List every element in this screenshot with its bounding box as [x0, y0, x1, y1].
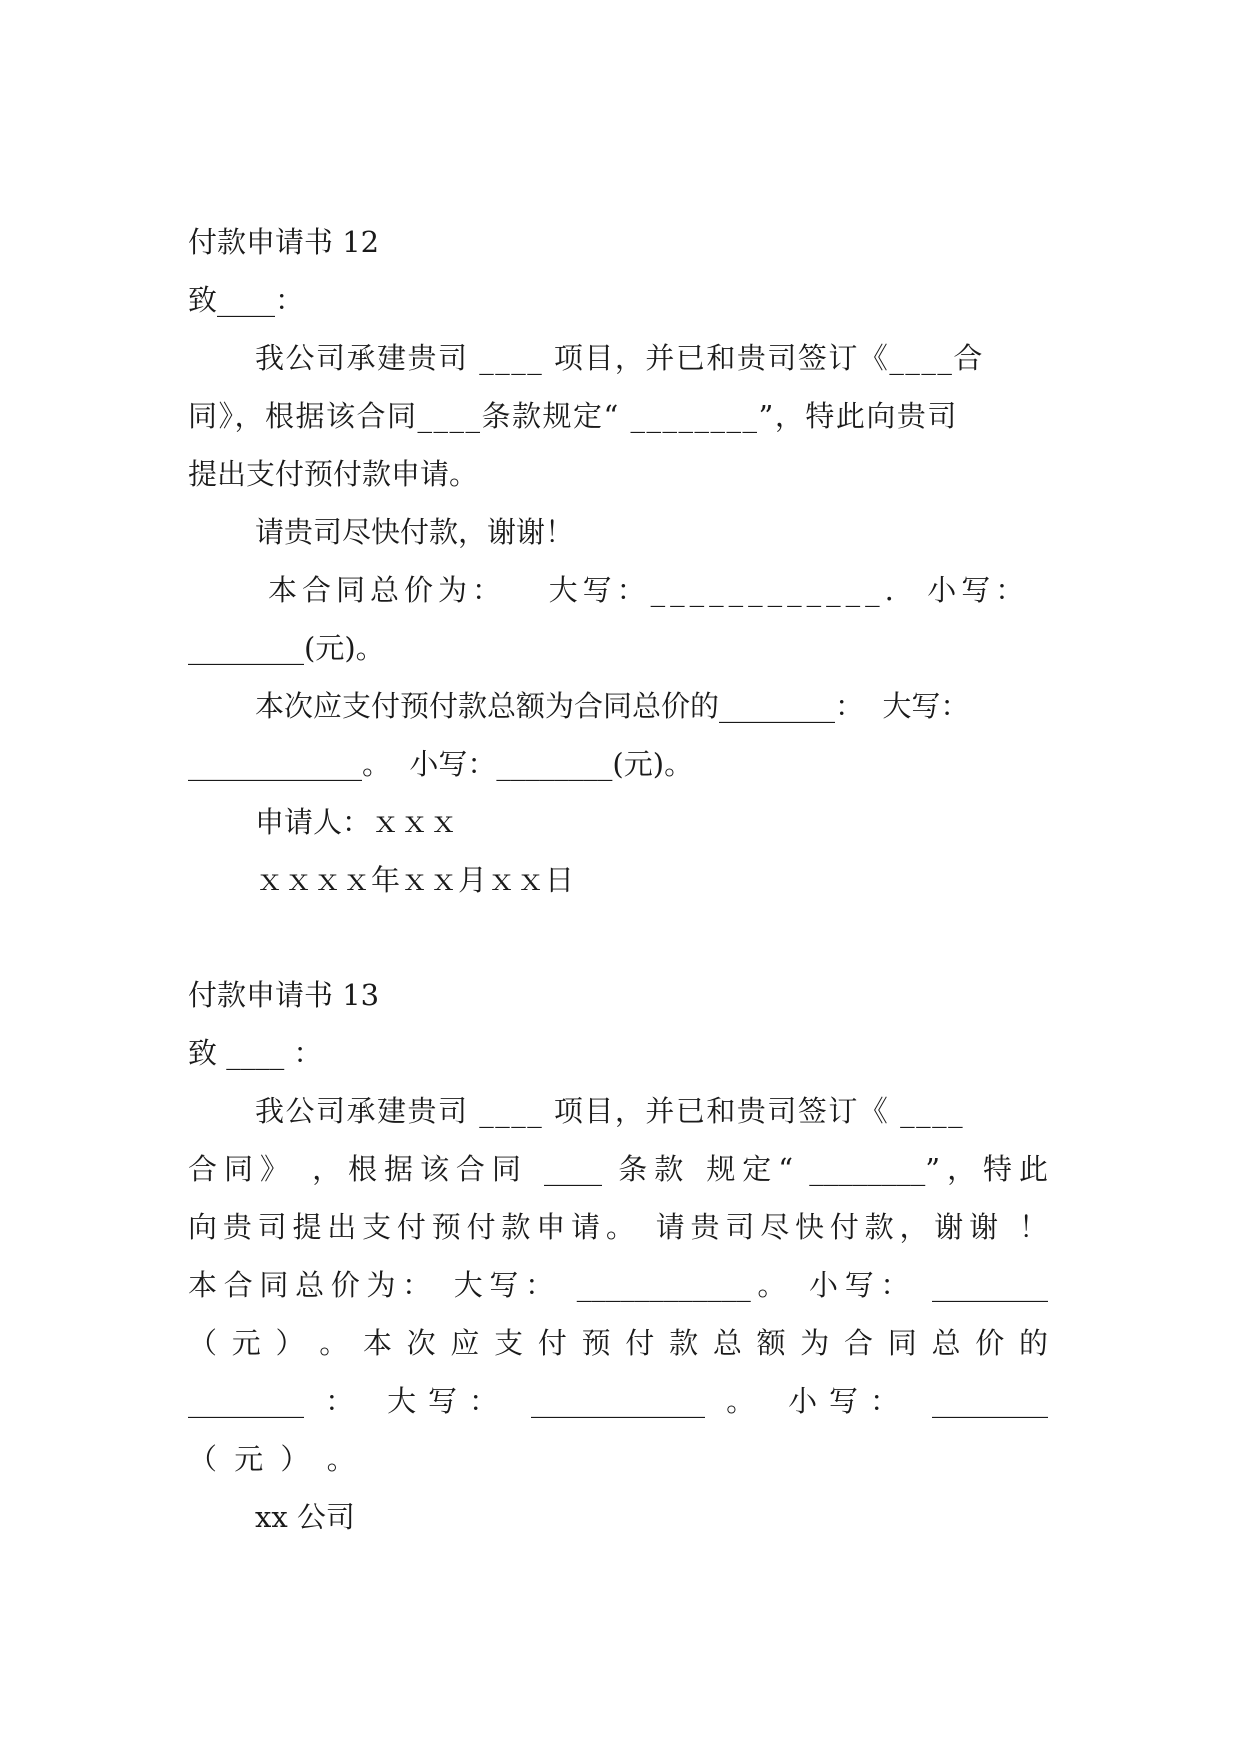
section-12-paragraph-4-line-1: 本次应支付预付款总额为合同总价的________： 大写：: [255, 689, 970, 723]
section-13-addressee: 致 ____ ：: [188, 1036, 323, 1070]
section-12-date: ｘｘｘｘ年ｘｘ月ｘｘ日: [255, 863, 575, 897]
section-13-body-line-4: 本合同总价为： 大写： ____________。 小写： ________: [188, 1268, 1048, 1302]
section-13-body-line-1: 我公司承建贵司 ____ 项目，并已和贵司签订《 ____: [255, 1094, 965, 1128]
section-12-paragraph-3-line-2: ________(元)。: [188, 631, 385, 665]
section-13-body-line-2: 合同》 ，根据该合同 ____ 条款 规定“ ________”，特此: [188, 1152, 1048, 1186]
section-12-applicant: 申请人：ｘｘｘ: [255, 805, 459, 839]
section-12-paragraph-4-line-2: ____________。 小写：________(元)。: [188, 747, 694, 781]
section-13-body-line-6: ________ ： 大写： ____________ 。 小写： ________: [188, 1384, 1048, 1418]
section-12-paragraph-1-line-1: 我公司承建贵司 ____ 项目，并已和贵司签订《____合: [255, 341, 984, 375]
section-12-title: 付款申请书 12: [188, 225, 380, 259]
section-13-body-line-3: 向贵司提出支付预付款申请。 请贵司尽快付款，谢谢 ！: [188, 1210, 1048, 1244]
section-12-paragraph-2: 请贵司尽快付款，谢谢！: [255, 515, 575, 549]
section-12-paragraph-3-line-1: 本合同总价为： 大写：____________. 小写：: [268, 573, 1030, 607]
section-12-addressee: 致____：: [188, 283, 305, 317]
section-13-company: xx 公司: [255, 1500, 355, 1534]
section-13-body-line-7: （ 元 ） 。: [188, 1442, 360, 1476]
section-12-paragraph-1-line-2: 同》，根据该合同____条款规定“ ________”，特此向贵司: [188, 399, 958, 433]
section-13-body-line-5: （ 元 ） 。 本 次 应 支 付 预 付 款 总 额 为 合 同 总 价 的: [188, 1326, 1048, 1360]
section-12-paragraph-1-line-3: 提出支付预付款申请。: [188, 457, 479, 491]
section-13-title: 付款申请书 13: [188, 978, 380, 1012]
